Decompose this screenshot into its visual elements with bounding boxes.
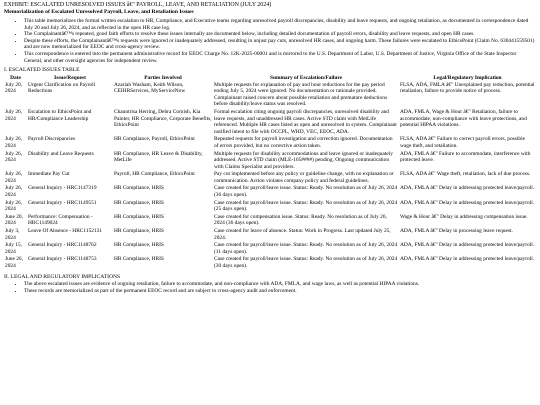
implications-list [4, 281, 536, 294]
cell-summary: Multiple requests for explanation of pay and hour reductions for the pay period ending July 5, 2024 were ignored. No documentation or rationale provided. Complainant raised concern about possible retaliation and premature deductions before disability/leave status was resolved. [214, 81, 388, 108]
cell-date: July 26, 2024 [5, 199, 23, 213]
intro-item: • This correspondence is entered into the permanent administrative record for EEOC Charge No. 12K-2025-00001 and is mirrored to the U.S. Department of Labor, U.S. Department of Justice, Virginia Office of the State Inspector General, and other oversight agencies for independent review. [24, 51, 536, 64]
table-row [4, 256, 536, 270]
cell-issue: Performance: Compensation - HRC1149024 [28, 213, 93, 227]
cell-parties: HR Compliance, HRIS [114, 242, 164, 249]
cell-legal: ADA, FMLA â€" Delay in processing leave request. [400, 228, 513, 235]
cell-parties: HR Compliance, HR Leave & Disability, MetLife [114, 150, 203, 164]
cell-date: July 26, 2024 [5, 185, 23, 199]
cell-issue: Immediate Pay Cut [28, 171, 70, 178]
cell-date: July 26, 2024 [5, 150, 23, 164]
table-row [4, 151, 536, 172]
cell-parties: Chauntrisa Herring, Debra Cornish, Kia Painter, HR Compliance, Corporate Benefits, EthicsPoint [114, 108, 212, 129]
document [4, 2, 536, 295]
cell-summary: Case created for payroll/leave issue. Status: Ready. No resolution as of July 26, 2024 (11 days open). [214, 242, 398, 255]
cell-parties: HR Compliance, HRIS [114, 256, 164, 263]
intro-item: • Despite these efforts, the Complainantâ€™s requests were ignored or inadequately addressed, resulting in unjust pay cuts, unresolved HR cases, and ongoing harm. These failures were escalated to EthicsPoint (Claim No. 630441559501) and are now memorialized for EEOC and cross-agency review. [24, 38, 536, 51]
cell-date: July 26, 2024 [5, 171, 23, 184]
cell-parties: HR Compliance, HRIS [114, 228, 164, 235]
cell-legal: FLSA, ADA â€" Failure to correct payroll errors, possible wage theft, and retaliation. [400, 136, 525, 149]
implication-item: • These records are memorialized as part of the permanent EEOC record and are subject to cross-agency audit and enforcement. [24, 288, 536, 295]
table-row [4, 82, 536, 109]
section-heading-escalated-issues: I. ESCALATED ISSUES TABLE [4, 67, 80, 74]
table-row [4, 228, 536, 242]
cell-issue: General Inquiry - HRC1149551 [28, 199, 97, 206]
implication-item: • The above escalated issues are evidence of ongoing retaliation, failure to accommodate, and non-compliance with ADA, FMLA, and wage laws, as well as potential HIPAA violations. [24, 281, 536, 288]
table-row [4, 214, 536, 228]
column-header-issue: Issue/Request [54, 74, 86, 81]
cell-parties: HR Compliance, HRIS [114, 213, 164, 220]
cell-date: July 3, 2024 [5, 228, 20, 241]
cell-issue: General Inquiry - HRC1147319 [28, 185, 97, 192]
cell-legal: FLSA, ADA, FMLA â€" Unexplained pay reduction, potential retaliation, failure to provide notice of process. [400, 81, 535, 95]
table-row [4, 242, 536, 256]
cell-issue: Payroll Discrepancies [28, 136, 76, 143]
cell-legal: ADA, FMLA â€" Delay in addressing protected leave/payroll. [400, 185, 535, 192]
cell-parties: Azariah Washam, Keith Wilson, CEIHRServices, MyServiceNow [114, 81, 186, 95]
cell-summary: Case created for payroll/leave issue. Status: Ready. No resolution as of July 26, 2024 (36 days open). [214, 185, 398, 199]
table-row [4, 171, 536, 185]
cell-legal: ADA, FMLA â€" Delay in addressing protected leave/payroll. [400, 199, 535, 206]
table-row [4, 185, 536, 199]
cell-summary: Case created for compensation issue. Status: Ready. No resolution as of July 26, 2024 (36 days open). [214, 213, 387, 227]
cell-legal: ADA, FMLA â€" Failure to accommodate, interference with protected leave. [400, 150, 531, 164]
table-row [4, 109, 536, 136]
cell-issue: General Inquiry - HRC1148762 [28, 242, 97, 249]
document-subtitle: Memorialization of Escalated Unresolved Payroll, Leave, and Retaliation Issues [4, 9, 194, 16]
cell-legal: ADA, FMLA â€" Delay in addressing protected leave/payroll. [400, 256, 535, 263]
cell-issue: Disability and Leave Requests [28, 150, 94, 157]
cell-legal: FLSA, ADA â€" Wage theft, retaliation, lack of due process. [400, 171, 531, 178]
cell-parties: HR Compliance, Payroll, EthicsPoint [114, 136, 195, 143]
cell-issue: Urgent Clarification on Payroll Reductions [28, 81, 96, 95]
cell-legal: ADA, FMLA â€" Delay in addressing protected leave/payroll. [400, 242, 535, 249]
document-title: EXHIBIT: ESCALATED UNRESOLVED ISSUES â€" PAYROLL, LEAVE, AND RETALIATION (JULY 2024) [4, 2, 272, 8]
cell-date: July 15, 2024 [5, 242, 23, 255]
cell-summary: Multiple requests for disability accommodations and leave ignored or inadequately addressed. Active STD claim (MLE-105####) pending. Ongoing communication with Claims Specialist and providers. [214, 150, 393, 170]
intro-item: • This table memorializes the formal written escalation to HR, Compliance, and Executive teams regarding unresolved payroll discrepancies, disability and leave requests, and ongoing retaliation, as documented in correspondence dated July 20 and July 26, 2024, and as reflected in the open HR case log. [24, 18, 536, 31]
cell-summary: Case created for leave of absence. Status: Work in Progress. Last updated July 25, 2024. [214, 228, 391, 241]
cell-summary: Case created for payroll/leave issue. Status: Ready. No resolution as of July 26, 2024 (25 days open). [214, 199, 398, 213]
escalated-issues-table [4, 75, 536, 271]
section-heading-legal-implications: II. LEGAL AND REGULATORY IMPLICATIONS [4, 273, 121, 280]
cell-legal: ADA, FMLA, Wage & Hour â€" Retaliation, failure to accommodate, non-compliance with leave protections, and potential HIPAA violations. [400, 108, 527, 129]
column-header-date: Date [10, 74, 21, 81]
cell-date: June 20, 2024 [5, 213, 23, 227]
intro-list [4, 18, 536, 64]
table-row [4, 200, 536, 214]
cell-date: June 26, 2024 [5, 256, 23, 270]
cell-summary: Repeated requests for payroll investigation and correction ignored. Documentation of errors provided, but no corrective action taken. [214, 136, 393, 149]
cell-legal: Wage & Hour â€" Delay in addressing compensation issue. [400, 213, 528, 220]
cell-date: July 20, 2024 [5, 81, 23, 95]
column-header-summary: Summary of Escalation/Failure [269, 74, 343, 81]
cell-summary: Case created for payroll/leave issue. Status: Ready. No resolution as of July 26, 2024 (30 days open). [214, 256, 398, 270]
table-header-row [4, 75, 536, 82]
cell-parties: HR Compliance, HRIS [114, 199, 164, 206]
cell-date: July 26, 2024 [5, 136, 23, 149]
cell-date: July 26, 2024 [5, 108, 23, 122]
cell-parties: Payroll, HR Compliance, EthicsPoint [114, 171, 195, 178]
column-header-parties: Parties Involved [144, 74, 182, 81]
cell-issue: Leave Of Absence - HRC1152131 [28, 228, 103, 235]
cell-issue: Escalation to EthicsPoint and HR/Compliance Leadership [28, 108, 92, 122]
column-header-legal: Legal/Regulatory Implication [433, 74, 502, 81]
cell-summary: Formal escalation citing ongoing payroll discrepancies, unresolved disability and leave requests, and unaddressed HR cases. Active STD claim with MetLife referenced. Multiple HR cases listed as open and unresolved in system. Complainant notified intent to file with OCCPL, WHD, VEC, EEOC, ADA. [214, 108, 397, 135]
cell-parties: HR Compliance, HRIS [114, 185, 164, 192]
table-row [4, 136, 536, 150]
cell-issue: General Inquiry - HRC1148753 [28, 256, 97, 263]
cell-summary: Pay cut implemented before any policy or guideline change, with no explanation or communication. Action violates company policy and federal guidelines. [214, 171, 394, 184]
intro-item: • The Complainantâ€™s repeated, good faith efforts to resolve these issues internally are documented below, including detailed documentation of payroll errors, disability and leave requests, and open HR cases. [24, 31, 536, 38]
